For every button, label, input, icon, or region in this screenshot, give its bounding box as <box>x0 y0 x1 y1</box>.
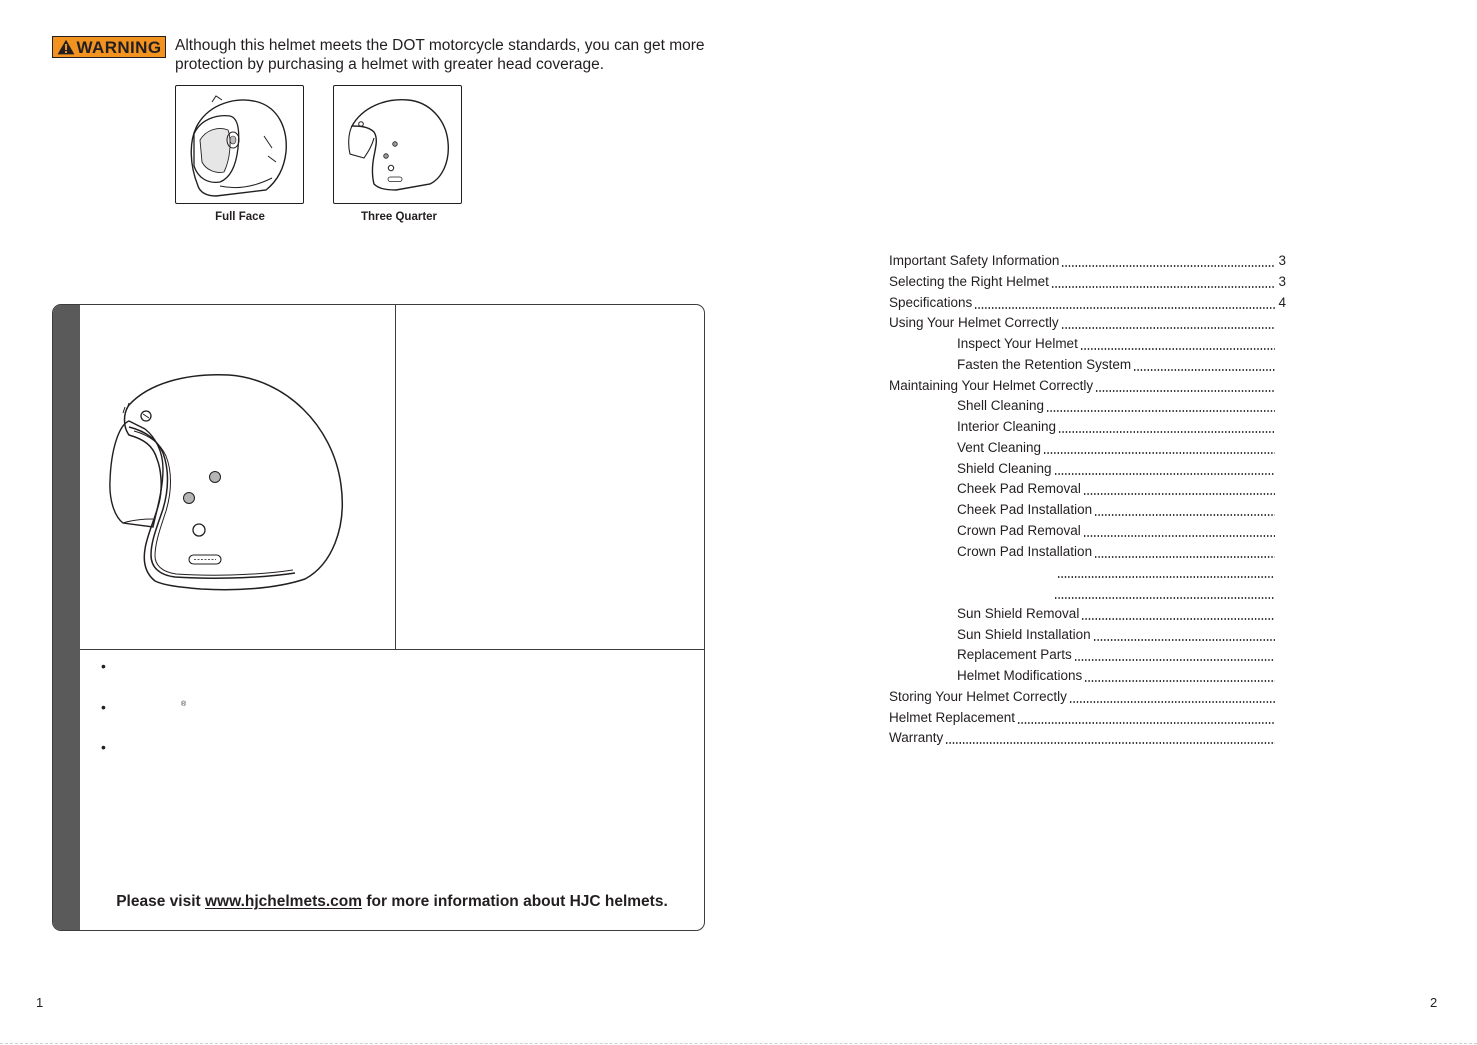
toc-leader-dots <box>1094 514 1275 516</box>
toc-leader-dots <box>1095 390 1275 392</box>
toc-leader-dots <box>1043 452 1275 454</box>
toc-entry[interactable] <box>957 459 1286 477</box>
toc-leader-dots <box>945 742 1275 744</box>
toc-entry[interactable] <box>957 479 1286 497</box>
visit-website-line <box>80 893 704 911</box>
bullet-1: • <box>101 658 106 674</box>
toc-leader-dots <box>1133 369 1275 371</box>
toc-leader-dots <box>1061 327 1275 329</box>
full-face-helmet-figure <box>175 85 304 204</box>
page-number-left: 1 <box>36 995 44 1010</box>
toc-entry[interactable] <box>889 708 1286 726</box>
toc-entry[interactable] <box>957 396 1286 414</box>
toc-entry[interactable] <box>889 293 1286 311</box>
toc-entry[interactable] <box>957 542 1286 560</box>
toc-leader-dots <box>1017 722 1275 724</box>
page-edge-rule <box>0 1043 1477 1044</box>
toc-entry-page: 3 <box>1278 253 1286 268</box>
bullet-2: • <box>101 699 106 715</box>
toc-entry-label: Sun Shield Removal <box>957 605 1080 621</box>
helmet-info-panel <box>52 304 705 931</box>
toc-leader-dots <box>1054 597 1275 599</box>
toc-entry[interactable] <box>889 687 1286 705</box>
toc-entry-label: Shield Cleaning <box>957 460 1052 476</box>
toc-entry-page: 4 <box>1278 294 1286 310</box>
panel-divider-vertical <box>395 305 396 649</box>
toc-entry[interactable] <box>957 521 1286 539</box>
toc-leader-dots <box>1080 348 1275 350</box>
toc-entry-label: Crown Pad Installation <box>957 543 1093 559</box>
toc-leader-dots <box>1061 265 1275 267</box>
toc-entry-label: Important Safety Information <box>889 253 1060 268</box>
three-quarter-helmet-figure <box>333 85 462 204</box>
three-quarter-helmet-icon <box>334 86 461 203</box>
toc-entry-label: Sun Shield Installation <box>957 626 1091 642</box>
toc-entry[interactable] <box>1055 562 1286 580</box>
visit-suffix: for more information about HJC helmets. <box>362 893 668 910</box>
toc-leader-dots <box>1081 618 1275 620</box>
toc-entry-label: Selecting the Right Helmet <box>889 273 1049 289</box>
toc-leader-dots <box>1083 535 1275 537</box>
toc-leader-dots <box>1084 680 1275 682</box>
toc-entry[interactable] <box>957 645 1286 663</box>
three-quarter-helmet-large-icon <box>105 369 369 599</box>
toc-leader-dots <box>1054 473 1275 475</box>
toc-entry[interactable] <box>889 272 1286 290</box>
website-link[interactable]: www.hjchelmets.com <box>204 893 363 910</box>
toc-entry-label: Cheek Pad Installation <box>957 502 1093 517</box>
full-face-caption: Full Face <box>215 211 265 223</box>
toc-entry-label: Helmet Replacement <box>889 709 1016 725</box>
toc-entry-label: Vent Cleaning <box>957 439 1042 455</box>
toc-entry-label: Cheek Pad Removal <box>957 481 1081 497</box>
panel-side-bar <box>53 305 80 930</box>
toc-leader-dots <box>1057 576 1275 578</box>
full-face-helmet-icon <box>176 86 303 203</box>
toc-entry-label: Maintaining Your Helmet Correctly <box>889 377 1094 393</box>
bullet-3: • <box>101 739 106 755</box>
warning-label: WARNING <box>76 37 162 57</box>
toc-entry[interactable] <box>957 334 1286 352</box>
three-quarter-caption: Three Quarter <box>360 211 438 223</box>
toc-entry-label: Replacement Parts <box>957 647 1072 663</box>
warning-badge <box>52 36 166 58</box>
toc-entry-label: Interior Cleaning <box>957 419 1057 434</box>
toc-entry-label: Helmet Modifications <box>957 668 1083 683</box>
toc-entry[interactable] <box>957 625 1286 643</box>
toc-entry-page: 3 <box>1278 273 1286 289</box>
toc-entry-label: Inspect Your Helmet <box>957 336 1078 351</box>
toc-entry[interactable] <box>957 438 1286 456</box>
registered-mark: ® <box>181 701 187 708</box>
warning-text: Although this helmet meets the DOT motorcycle standards, you can get more protection by purchasing a helmet with greater head coverage. <box>175 37 705 73</box>
toc-leader-dots <box>1069 701 1275 703</box>
visit-prefix: Please visit <box>116 893 205 910</box>
toc-leader-dots <box>1093 639 1275 641</box>
toc-entry-label: Using Your Helmet Correctly <box>889 315 1059 331</box>
toc-entry[interactable] <box>1052 583 1286 601</box>
toc-entry[interactable] <box>889 313 1286 331</box>
toc-entry-label: Fasten the Retention System <box>957 356 1132 372</box>
toc-entry[interactable] <box>957 500 1286 518</box>
toc-entry-label: Storing Your Helmet Correctly <box>889 688 1067 704</box>
panel-divider-horizontal <box>80 649 704 650</box>
toc-entry[interactable] <box>957 666 1286 684</box>
page-number-right: 2 <box>1430 995 1438 1010</box>
toc-leader-dots <box>1083 493 1275 495</box>
toc-entry[interactable] <box>957 417 1286 435</box>
toc-entry-label: Warranty <box>889 730 944 746</box>
toc-leader-dots <box>974 307 1275 309</box>
toc-leader-dots <box>1051 286 1275 288</box>
toc-entry[interactable] <box>889 376 1286 394</box>
toc-leader-dots <box>1058 431 1275 433</box>
toc-entry[interactable] <box>889 251 1286 269</box>
toc-entry-label: Specifications <box>889 294 973 310</box>
toc-leader-dots <box>1074 659 1275 661</box>
toc-leader-dots <box>1094 556 1275 558</box>
toc-entry-label: Crown Pad Removal <box>957 522 1081 538</box>
toc-entry-label: Shell Cleaning <box>957 398 1045 414</box>
toc-entry[interactable] <box>957 604 1286 622</box>
toc-leader-dots <box>1046 410 1275 412</box>
warning-triangle-icon <box>57 39 75 55</box>
toc-entry[interactable] <box>957 355 1286 373</box>
toc-entry[interactable] <box>889 728 1286 746</box>
